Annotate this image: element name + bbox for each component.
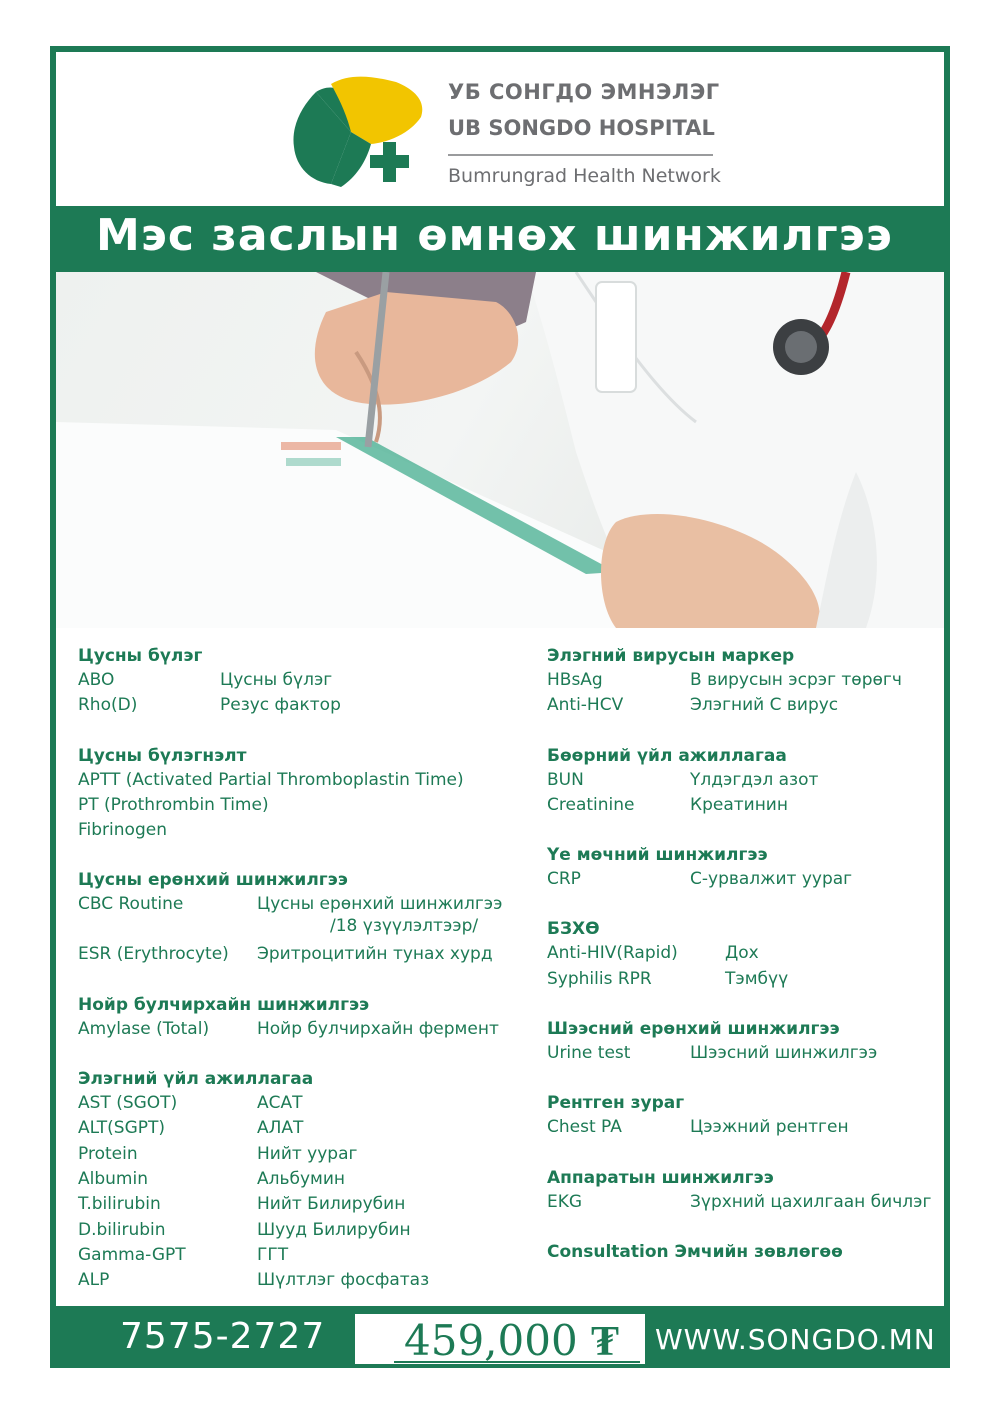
list-item [547, 1041, 947, 1066]
list-item [78, 1192, 518, 1217]
test-code: ABO [78, 670, 115, 690]
test-desc: Цусны ерөнхий шинжилгээ [257, 894, 503, 915]
list-item [78, 1268, 518, 1293]
test-code: Anti-HCV [547, 695, 624, 716]
test-code: PT (Prothrombin Time) [78, 794, 269, 815]
test-desc: Тэмбүү [725, 968, 789, 989]
test-desc: Нойр булчирхайн фермент [257, 1018, 499, 1039]
test-desc: АСАТ [257, 1093, 303, 1114]
list-item [547, 693, 947, 718]
list-item [547, 768, 947, 793]
test-desc: Дох [725, 943, 759, 964]
ginkgo-leaf-icon [276, 72, 436, 194]
test-desc: Шууд Билирубин [257, 1219, 411, 1240]
section-title: Бөөрний үйл ажиллагаа [547, 745, 787, 766]
section-coagulation [78, 744, 518, 844]
test-code: ALP [78, 1270, 110, 1291]
test-code: D.bilirubin [78, 1219, 166, 1240]
test-desc: B вирусын эсрэг төрөгч [690, 670, 902, 690]
test-desc: Элэгний С вирус [690, 695, 839, 716]
section-cbc [78, 868, 518, 967]
test-code: Protein [78, 1143, 138, 1164]
list-item [78, 668, 518, 693]
section-title: Цусны бүлэг [78, 646, 203, 666]
list-item [78, 1017, 518, 1042]
section-title: Нойр булчирхайн шинжилгээ [78, 994, 370, 1015]
test-desc-note: /18 үзүүлэлтээр/ [330, 916, 479, 937]
section-consultation [547, 1240, 947, 1264]
section-title: Үе мөчний шинжилгээ [547, 845, 768, 866]
list-item [547, 1190, 947, 1215]
test-code: APTT (Activated Partial Thromboplastin Time) [78, 769, 464, 790]
list-item [78, 1218, 518, 1243]
left-column [78, 644, 518, 1318]
test-code: ESR (Erythrocyte) [78, 944, 229, 965]
test-desc: Шээсний шинжилгээ [690, 1043, 878, 1064]
section-title: Цусны ерөнхий шинжилгээ [78, 870, 348, 891]
section-std [547, 917, 947, 992]
section-kidney [547, 744, 947, 819]
test-desc: Альбумин [257, 1168, 346, 1189]
section-xray [547, 1091, 947, 1140]
test-code: HBsAg [547, 670, 603, 690]
test-code: EKG [547, 1191, 583, 1212]
list-item [78, 1167, 518, 1192]
list-item [547, 867, 947, 892]
section-title: Consultation Эмчийн зөвлөгөө [547, 1241, 843, 1262]
test-desc: Цээжний рентген [690, 1117, 849, 1138]
test-desc: Нийт уураг [257, 1143, 358, 1164]
test-code: CRP [547, 869, 581, 890]
list-item [547, 1115, 947, 1140]
test-code: Chest PA [547, 1117, 622, 1138]
list-item [78, 693, 518, 718]
section-liver [78, 1067, 518, 1293]
list-item [547, 941, 947, 966]
test-desc: Эритроцитийн тунах хурд [257, 944, 493, 965]
section-title: Шээсний ерөнхий шинжилгээ [547, 1019, 840, 1040]
right-column [547, 644, 947, 1289]
test-desc: С-урвалжит уураг [690, 869, 853, 890]
test-desc: Үлдэгдэл азот [690, 769, 819, 790]
price-value: 459,000 [404, 1316, 578, 1365]
test-desc: Нийт Билирубин [257, 1194, 406, 1215]
test-code: Fibrinogen [78, 820, 167, 841]
test-code: ALT(SGPT) [78, 1118, 166, 1139]
section-urine [547, 1017, 947, 1066]
test-code: Anti-HIV(Rapid) [547, 943, 678, 964]
logo-divider [448, 154, 713, 156]
phone-number: 7575-2727 [120, 1316, 326, 1357]
test-code: T.bilirubin [78, 1194, 161, 1215]
brand-name-en: UB SONGDO HOSPITAL [448, 116, 715, 140]
list-item [78, 818, 518, 843]
list-item [78, 793, 518, 818]
list-item [547, 668, 947, 693]
section-title: Аппаратын шинжилгээ [547, 1167, 774, 1188]
section-device [547, 1166, 947, 1215]
section-title: Элэгний үйл ажиллагаа [78, 1069, 314, 1090]
currency-icon: ₮ [591, 1316, 620, 1365]
section-title: Рентген зураг [547, 1093, 685, 1114]
test-code: Creatinine [547, 794, 635, 815]
test-code: Rho(D) [78, 695, 138, 716]
section-title: БЗХӨ [547, 919, 600, 940]
list-item [547, 793, 947, 818]
test-code: Albumin [78, 1168, 148, 1189]
test-desc: Креатинин [690, 794, 788, 815]
photo-illustration [56, 272, 944, 628]
list-item [78, 892, 518, 942]
list-item [78, 942, 518, 967]
section-joint [547, 843, 947, 892]
list-item [78, 1142, 518, 1167]
test-code: Gamma-GPT [78, 1244, 186, 1265]
page-title: Мэс заслын өмнөх шинжилгээ [96, 210, 893, 261]
section-title: Элэгний вирусын маркер [547, 646, 795, 666]
test-desc: Цусны бүлэг [220, 670, 333, 690]
test-desc: АЛАТ [257, 1118, 304, 1139]
brand-name-mn: УБ СОНГДО ЭМНЭЛЭГ [448, 80, 720, 104]
test-code: Syphilis RPR [547, 968, 652, 989]
website-link[interactable]: WWW.SONGDO.MN [655, 1323, 936, 1356]
list-item [78, 1116, 518, 1141]
test-code: Amylase (Total) [78, 1018, 210, 1039]
list-item [78, 1091, 518, 1116]
test-desc: Шүлтлэг фосфатаз [257, 1270, 430, 1291]
test-code: AST (SGOT) [78, 1093, 178, 1114]
test-code: Urine test [547, 1043, 631, 1064]
list-item [78, 1243, 518, 1268]
section-hepatitis [547, 644, 947, 719]
brand-network: Bumrungrad Health Network [448, 165, 721, 187]
test-desc: ГГТ [257, 1244, 289, 1265]
section-title: Цусны бүлэгнэлт [78, 745, 247, 766]
test-code: CBC Routine [78, 894, 184, 915]
test-desc: Зүрхний цахилгаан бичлэг [690, 1191, 932, 1212]
price [404, 1316, 619, 1366]
list-item [547, 967, 947, 992]
section-pancreas [78, 993, 518, 1042]
section-blood-group [78, 644, 518, 719]
list-item [78, 768, 518, 793]
test-desc: Резус фактор [220, 695, 341, 716]
hospital-logo [276, 72, 726, 194]
doctor-clipboard-photo [56, 272, 944, 628]
test-code: BUN [547, 769, 584, 790]
